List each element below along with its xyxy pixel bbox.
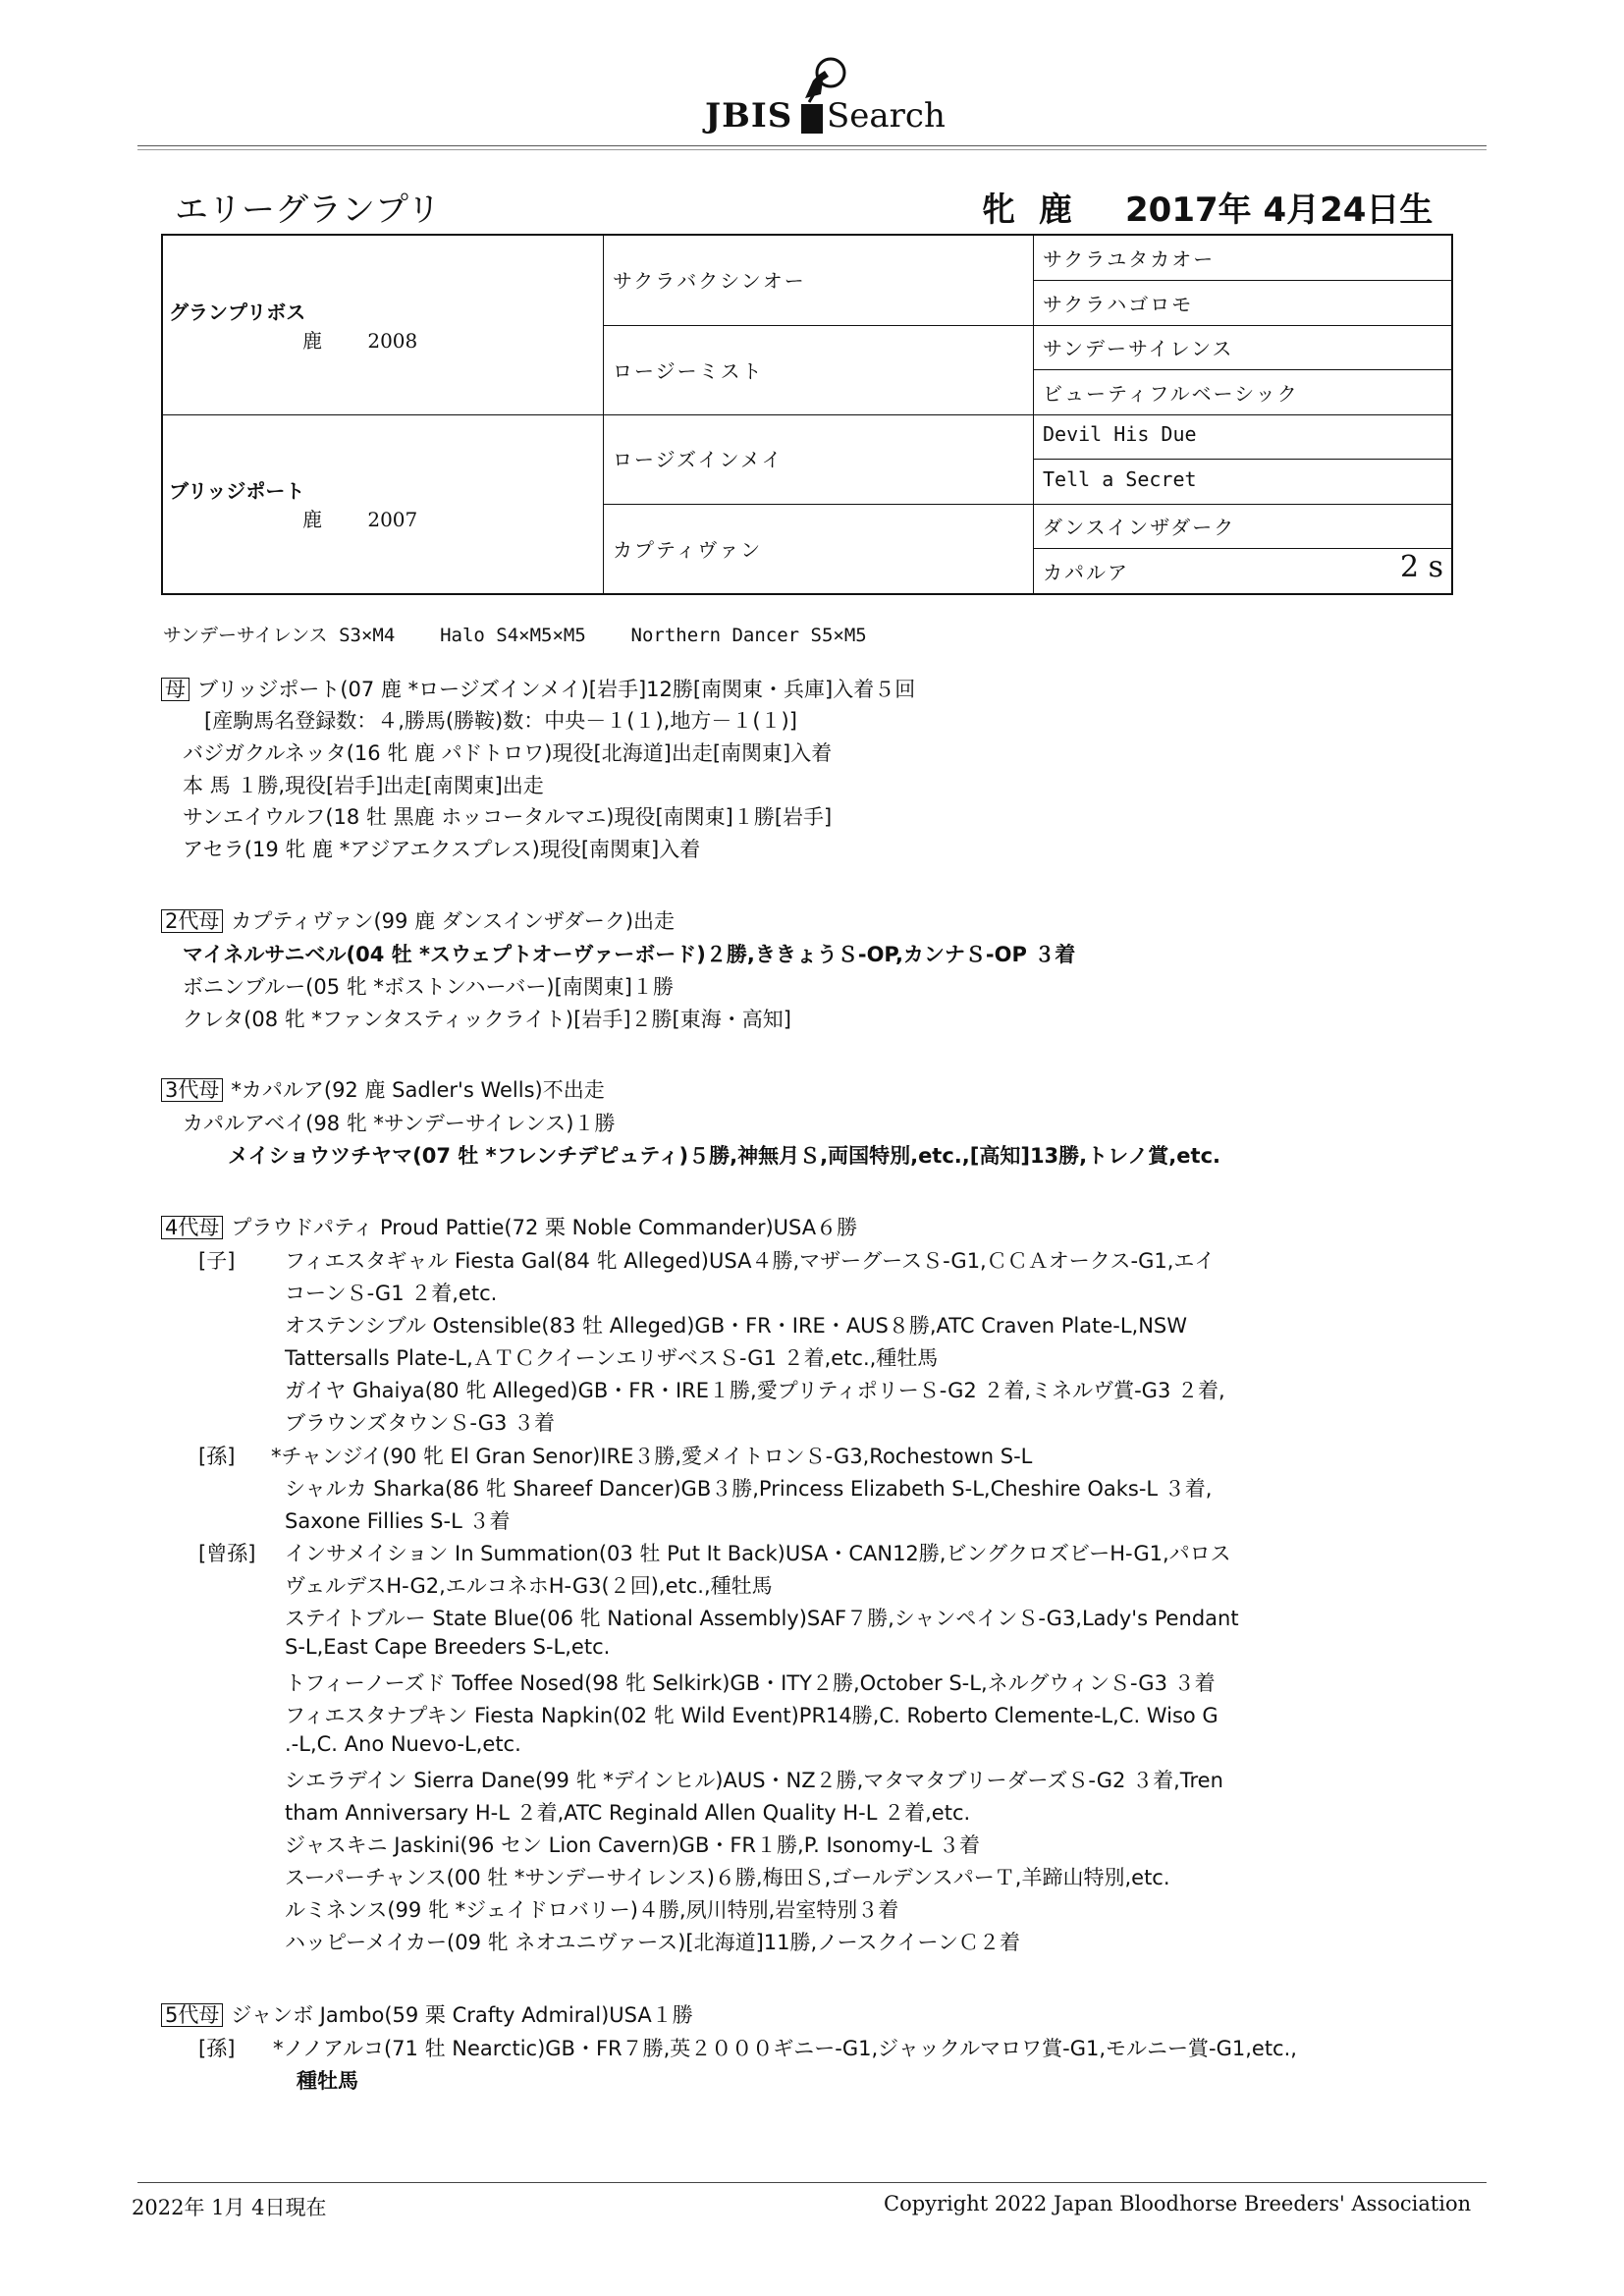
g3-5: Devil His Due: [1043, 422, 1197, 446]
dam4-line-19: スーパーチャンス(00 牡 *サンデーサイレンス)６勝,梅田Ｓ,ゴールデンスパーＴ,羊蹄山特別,etc.: [285, 1866, 1170, 1889]
dam4-line-18: ジャスキニ Jaskini(96 セン Lion Cavern)GB・FR１勝,P. Isonomy-L ３着: [285, 1833, 981, 1857]
dam-year: 2007: [367, 508, 418, 531]
sire-year: 2008: [367, 329, 418, 353]
section-tag-dam: 母: [161, 678, 189, 701]
dam4-line-14: フィエスタナプキン Fiesta Napkin(02 牝 Wild Event)PR14勝,C. Roberto Clemente-L,C. Wiso G: [285, 1704, 1218, 1727]
dam4-line-10: ヴェルデスH-G2,エルコネホH-G3(２回),etc.,種牡馬: [285, 1574, 773, 1598]
sex-color: 牝 鹿: [982, 191, 1078, 230]
dam4-line-0: フィエスタギャル Fiesta Gal(84 牝 Alleged)USA４勝,マザーグースＳ-G1,ＣＣＡオークス-G1,エイ: [285, 1249, 1216, 1273]
section-tag-dam2: 2代母: [161, 909, 223, 933]
birth-date: 2017年 4月24日生: [1125, 191, 1434, 230]
dam2-head: カプティヴァン(99 鹿 ダンスインザダーク)出走: [231, 909, 676, 933]
dam4-line-8: Saxone Fillies S-L ３着: [285, 1509, 511, 1533]
dam2-line-2: クレタ(08 牝 *ファンタスティックライト)[岩手]２勝[東海・高知]: [183, 1008, 791, 1031]
dam3-head: *カパルア(92 鹿 Sadler's Wells)不出走: [231, 1078, 605, 1102]
inbreeding-line: サンデーサイレンス S3×M4 Halo S4×M5×M5 Northern Dancer S5×M5: [163, 625, 867, 646]
footer-date: 2022年 1月 4日現在: [132, 2196, 327, 2219]
dam-line-5: アセラ(19 牝 鹿 *アジアエクスプレス)現役[南関東]入着: [183, 838, 701, 861]
header-rule: [137, 145, 1487, 150]
sire-color: 鹿: [302, 329, 322, 353]
logo-search-text: Search: [827, 96, 946, 136]
dam4-line-13: トフィーノーズド Toffee Nosed(98 牝 Selkirk)GB・ITY２勝,October S-L,ネルグウィンＳ-G3 ３着: [285, 1671, 1216, 1695]
g3-6: Tell a Secret: [1043, 467, 1197, 491]
g3-4: ビューティフルベーシック: [1043, 382, 1299, 406]
dam4-line-6: *チャンジイ(90 牝 El Gran Senor)IRE３勝,愛メイトロンＳ-G3,Rochestown S-L: [271, 1445, 1033, 1468]
dam5-section-head: [161, 1999, 693, 2029]
dam4-line-5: ブラウンズタウンＳ-G3 ３着: [285, 1411, 556, 1435]
dam2-line-1: ボニンブルー(05 牝 *ボストンハーバー)[南関東]１勝: [183, 975, 674, 999]
dam-line-3: 本 馬 １勝,現役[岩手]出走[南関東]出走: [183, 774, 544, 797]
dam4-line-4: ガイヤ Ghaiya(80 牝 Alleged)GB・FR・IRE１勝,愛プリティポリーＳ-G2 ２着,ミネルヴ賞-G3 ２着,: [285, 1379, 1225, 1402]
dam4-line-17: tham Anniversary H-L ２着,ATC Reginald Allen Quality H-L ２着,etc.: [285, 1801, 971, 1825]
g2-sire-sire: サクラバクシンオー: [613, 269, 806, 293]
dam5-head: ジャンボ Jambo(59 栗 Crafty Admiral)USA１勝: [231, 2003, 693, 2027]
dam-info: [169, 504, 417, 532]
sire-cell: [169, 297, 417, 354]
dam5-label-grandchild: [孫]: [198, 2037, 236, 2060]
dam4-line-11: ステイトブルー State Blue(06 牝 National Assembly)SAF７勝,シャンペインＳ-G3,Lady's Pendant: [285, 1607, 1239, 1630]
dam2-section-head: [161, 905, 675, 935]
g3-8: カパルア: [1043, 561, 1129, 584]
dam4-line-12: S-L,East Cape Breeders S-L,etc.: [285, 1635, 611, 1659]
dam4-line-21: ハッピーメイカー(09 牝 ネオユニヴァース)[北海道]11勝,ノースクイーンＣ２着: [285, 1931, 1021, 1954]
dam4-line-1: コーンＳ-G1 ２着,etc.: [285, 1282, 498, 1305]
dam4-line-7: シャルカ Sharka(86 牝 Shareef Dancer)GB３勝,Princess Elizabeth S-L,Cheshire Oaks-L ３着,: [285, 1477, 1213, 1501]
g2-dam-dam: カプティヴァン: [613, 538, 763, 562]
g3-2: サクラハゴロモ: [1043, 293, 1194, 316]
g3-1: サクラユタカオー: [1043, 247, 1216, 271]
sire-info: [169, 325, 417, 354]
dam4-label-child: [子]: [198, 1249, 236, 1273]
jbis-search-logo: [705, 51, 946, 139]
sire-name: グランプリボス: [169, 301, 306, 324]
section-tag-dam4: 4代母: [161, 1216, 223, 1239]
g2-sire-dam: ロージーミスト: [613, 359, 764, 383]
dam-color: 鹿: [302, 508, 322, 531]
dam-line-2: バジガクルネッタ(16 牝 鹿 パドトロワ)現役[北海道]出走[南関東]入着: [183, 741, 833, 765]
dam-line-0: ブリッジポート(07 鹿 *ロージズインメイ)[岩手]12勝[南関東・兵庫]入着５回: [197, 678, 916, 701]
dam2-line-0: マイネルサニベル(04 牡 *スウェプトオーヴァーボード)２勝,ききょうＳ-OP,カンナＳ-OP ３着: [183, 943, 1076, 966]
section-tag-dam5: 5代母: [161, 2003, 223, 2027]
dam4-line-2: オステンシブル Ostensible(83 牡 Alleged)GB・FR・IRE・AUS８勝,ATC Craven Plate-L,NSW: [285, 1314, 1188, 1338]
dam4-line-9: インサメイション In Summation(03 牡 Put It Back)USA・CAN12勝,ビングクロズビーH-G1,パロス: [285, 1542, 1231, 1565]
dam-name: ブリッジポート: [169, 479, 305, 503]
footer-copyright: Copyright 2022 Japan Bloodhorse Breeders' Association: [884, 2192, 1472, 2215]
g3-3: サンデーサイレンス: [1043, 337, 1234, 360]
dam3-line-0: カパルアベイ(98 牝 *サンデーサイレンス)１勝: [183, 1112, 616, 1135]
dam5-line-0: *ノノアルコ(71 牡 Nearctic)GB・FR７勝,英２０００ギニー-G1,ジャックルマロワ賞-G1,モルニー賞-G1,etc.,: [273, 2037, 1297, 2060]
dam4-head: プラウドパティ Proud Pattie(72 栗 Noble Commander)USA６勝: [231, 1216, 858, 1239]
dam4-line-16: シエラデイン Sierra Dane(99 牝 *デインヒル)AUS・NZ２勝,マタマタブリーダーズＳ-G2 ３着,Tren: [285, 1769, 1223, 1792]
horse-name: エリーグランプリ: [175, 191, 441, 230]
pedigree-table: [161, 234, 1453, 595]
dam-line-1: [産駒馬名登録数：４,勝馬(勝鞍)数：中央－１(１),地方－１(１)]: [204, 709, 797, 733]
g3-7: ダンスインザダーク: [1043, 516, 1236, 539]
dam-line-4: サンエイウルフ(18 牡 黒鹿 ホッコータルマエ)現役[南関東]１勝[岩手]: [183, 805, 833, 829]
logo-box: [801, 104, 823, 134]
dam4-label-greatgrandchild: [曾孫]: [198, 1542, 256, 1565]
dam4-line-20: ルミネンス(99 牝 *ジェイドロバリー)４勝,夙川特別,岩室特別３着: [285, 1898, 899, 1922]
section-tag-dam3: 3代母: [161, 1078, 223, 1102]
dam4-label-grandchild: [孫]: [198, 1445, 236, 1468]
dam-cell: [169, 475, 417, 532]
dam4-line-3: Tattersalls Plate-L,ＡＴＣクイーンエリザベスＳ-G1 ２着,etc.,種牡馬: [285, 1346, 939, 1370]
dam-section-head: [161, 674, 915, 703]
dam4-line-15: .-L,C. Ano Nuevo-L,etc.: [285, 1732, 521, 1756]
dam3-section-head: [161, 1074, 605, 1104]
dam4-section-head: [161, 1212, 857, 1241]
footer-rule: [137, 2182, 1487, 2183]
dam3-line-1: メイショウツチヤマ(07 牡 *フレンチデピュティ)５勝,神無月Ｓ,両国特別,etc.,[高知]13勝,トレノ賞,etc.: [228, 1144, 1220, 1168]
g2-dam-sire: ロージズインメイ: [613, 448, 784, 471]
dam5-line-1: 種牡馬: [297, 2069, 358, 2093]
g3-note: 2 s: [1400, 550, 1444, 584]
logo-jbis-text: JBIS: [705, 96, 793, 136]
